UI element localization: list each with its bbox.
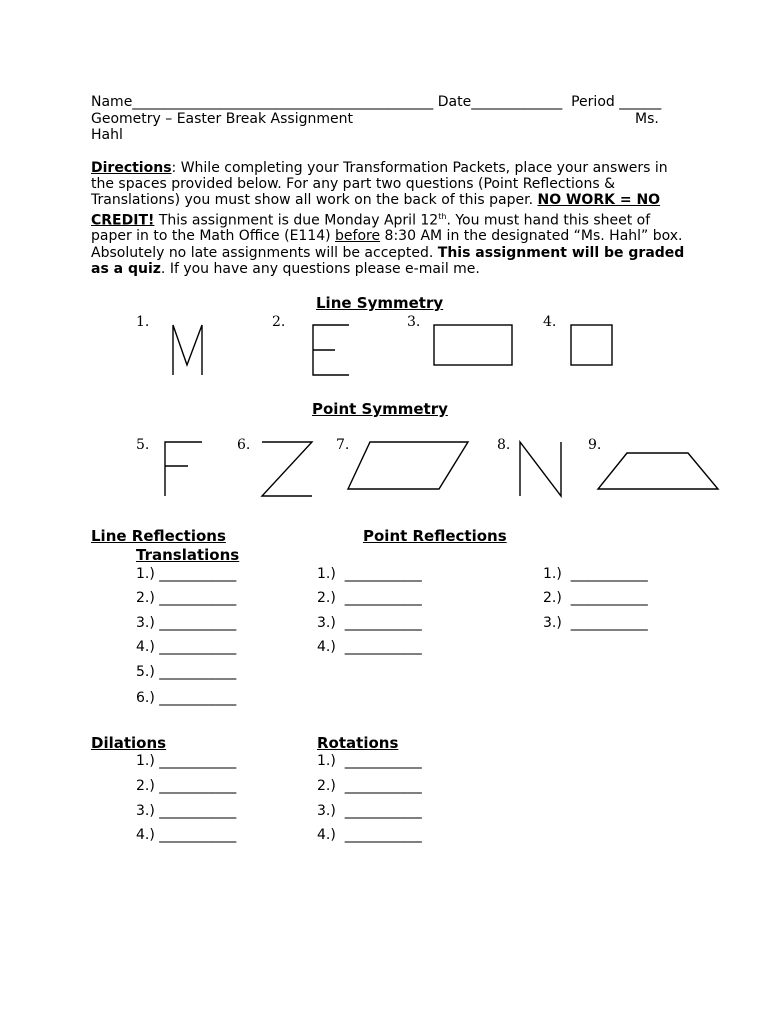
figure-z-shape [262,442,312,496]
figure-label-2: 2. [272,314,286,330]
point-reflection-answer-4[interactable]: 4.) ___________ [317,639,422,655]
line-reflection-answer-4[interactable]: 4.) ___________ [136,639,237,655]
figure-label-8: 8. [497,437,511,453]
figure-n-shape [520,442,561,496]
rotation-answer-4[interactable]: 4.) ___________ [317,827,422,843]
figure-m-shape [173,325,202,375]
line-symmetry-title: Line Symmetry [316,294,444,312]
rotation-answer-3[interactable]: 3.) ___________ [317,803,422,819]
course-title: Geometry – Easter Break Assignment [91,111,353,127]
point-reflection-answer-2[interactable]: 2.) ___________ [317,590,422,606]
point-symmetry-title: Point Symmetry [312,400,448,418]
figure-parallelogram [348,442,468,489]
directions-text-4: 8:30 AM in the designated “Ms. Hahl” box. Absolutely no late assignments will be accepted. [91,228,683,261]
directions-text-3: . You must hand this sheet of paper in to the Math Office (E114) [91,212,651,245]
directions-colon: : [171,160,177,176]
line-reflection-answer-6[interactable]: 6.) ___________ [136,690,237,706]
no-work-warning: NO WORK = NO CREDIT! [91,192,661,229]
figure-label-6: 6. [237,437,251,453]
directions-label: Directions [91,160,172,176]
point-reflections-title: Point Reflections [363,527,507,545]
rotations-title: Rotations [317,734,399,752]
dilation-answer-1[interactable]: 1.) ___________ [136,753,237,769]
figure-label-4: 4. [543,314,557,330]
directions-text-1: While completing your Transformation Packets, place your answers in the spaces provided below. For any part two questions (Point Reflections & Translations) you must show all work on the back of this paper. [91,160,668,209]
figure-label-5: 5. [136,437,150,453]
translation-answer-3[interactable]: 3.) ___________ [543,615,648,631]
rotation-answer-2[interactable]: 2.) ___________ [317,778,422,794]
translations-title: Translations [136,546,240,564]
dilation-answer-2[interactable]: 2.) ___________ [136,778,237,794]
figure-label-9: 9. [588,437,602,453]
directions-text-2: This assignment is due Monday April 12 [154,212,439,229]
figure-label-7: 7. [336,437,350,453]
teacher-prefix: Ms. [635,111,659,127]
line-reflection-answer-1[interactable]: 1.) ___________ [136,566,237,582]
translation-answer-1[interactable]: 1.) ___________ [543,566,648,582]
name-date-period-line: Name___________________________________________ Date_____________ Period ______ [91,94,662,110]
figure-trapezoid [598,453,718,489]
date-superscript: th [438,211,447,221]
teacher-name: Hahl [91,127,123,143]
dilations-title: Dilations [91,734,167,752]
translation-answer-2[interactable]: 2.) ___________ [543,590,648,606]
line-reflection-answer-2[interactable]: 2.) ___________ [136,590,237,606]
rotation-answer-1[interactable]: 1.) ___________ [317,753,422,769]
figure-f-shape [165,442,202,496]
figure-label-1: 1. [136,314,150,330]
line-reflections-title: Line Reflections [91,527,226,545]
figure-label-3: 3. [407,314,421,330]
graded-as-quiz: This assignment will be graded as a quiz [91,244,685,277]
figure-rectangle [434,325,512,365]
before-emphasis: before [335,228,381,245]
point-reflection-answer-1[interactable]: 1.) ___________ [317,566,422,582]
dilation-answer-4[interactable]: 4.) ___________ [136,827,237,843]
line-reflection-answer-3[interactable]: 3.) ___________ [136,615,237,631]
dilation-answer-3[interactable]: 3.) ___________ [136,803,237,819]
line-reflection-answer-5[interactable]: 5.) ___________ [136,664,237,680]
directions-text-5: . If you have any questions please e-mail me. [160,260,480,277]
figure-square [571,325,612,365]
point-reflection-answer-3[interactable]: 3.) ___________ [317,615,422,631]
